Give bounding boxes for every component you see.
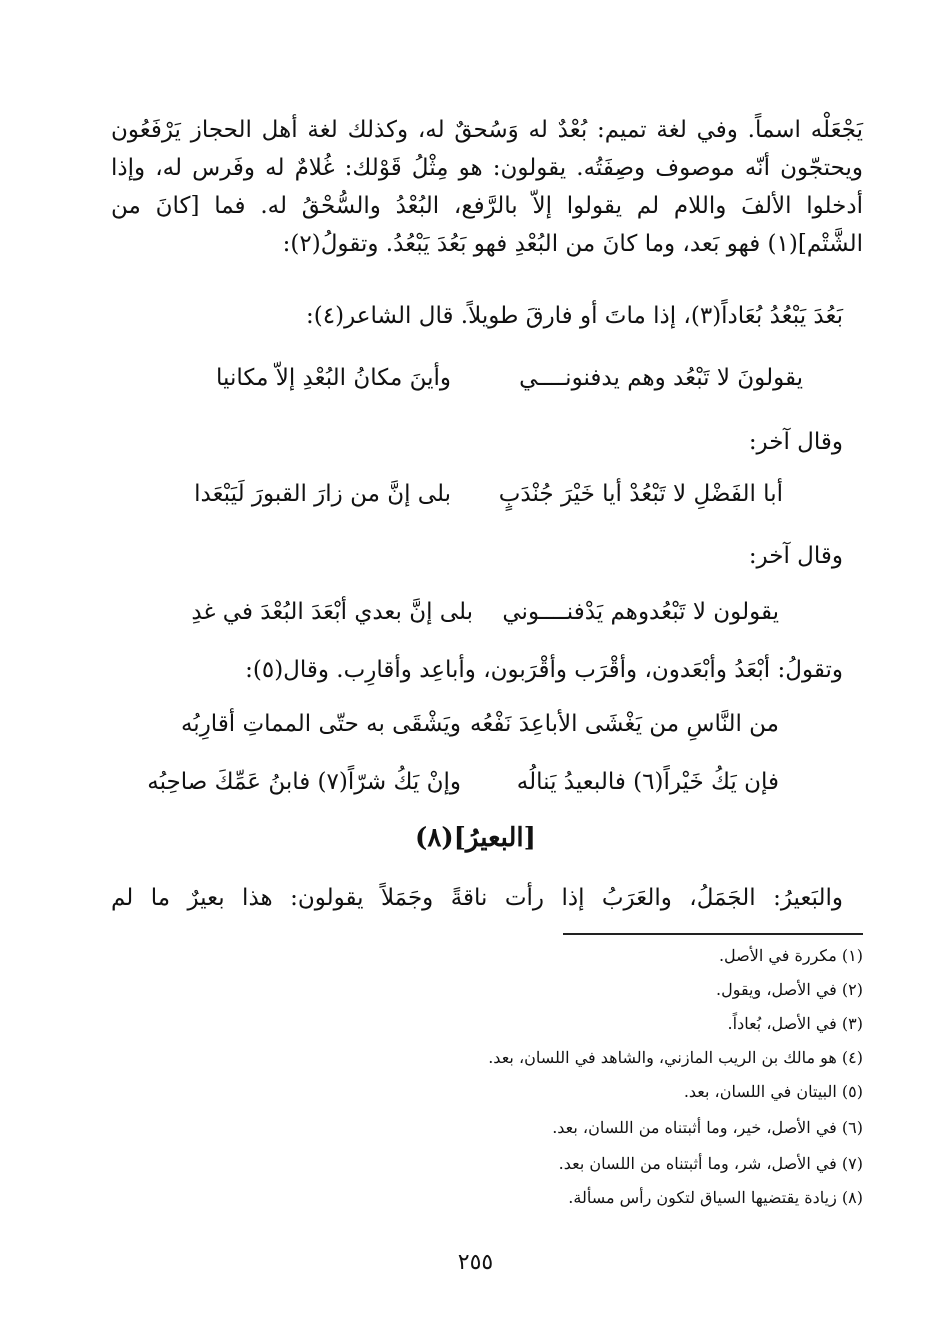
- footnote-8: (٨) زيادة يقتضيها السياق لتكون رأس مسألة.: [568, 1188, 863, 1207]
- verse3-second-hemistich: بلى إنَّ بعدي أبْعَدَ البُعْدَ في غدِ: [191, 599, 473, 625]
- footnote-separator: [563, 933, 863, 935]
- verse5-second-hemistich: وإنْ يَكُ شرّاً(٧) فابنُ عَمِّكَ صاحِبُه: [147, 769, 461, 795]
- verse3-first-hemistich: يقولون لا تَبْعُدوهم يَدْفنــــوني: [502, 599, 779, 625]
- footnote-2: (٢) في الأصل، ويقول.: [715, 980, 863, 999]
- verse4-first-hemistich: من النَّاسِ من يَغْشَى الأباعِدَ نَفْعُه: [470, 711, 779, 737]
- verse1-second-hemistich: وأينَ مكانُ البُعْدِ إلاّ مكانيا: [216, 365, 451, 391]
- footnote-3: (٣) في الأصل، بُعاداً.: [727, 1014, 863, 1033]
- verse2-first-hemistich: أبا الفَضْلِ لا تَبْعُدْ أيا خَيْرَ جُنْدَبٍ: [498, 481, 783, 507]
- body-line-2: ويحتجّون أنّه موصوف وصِفَتُه. يقولون: هو مِثْلُ قَوْلك: غُلامٌ له وفَرس له، وإذا: [111, 155, 863, 181]
- verse5-first-hemistich: فإن يَكُ خَيْراً(٦) فالبعيدُ يَنالُه: [516, 769, 779, 795]
- section-heading: [البعيرُ](٨): [415, 823, 536, 853]
- footnote-6: (٦) في الأصل، خير، وما أثبتناه من اللسان، بعد.: [552, 1118, 863, 1137]
- body-line-wataqulu: وتقولُ: أبْعَدُ وأبْعَدون، وأقْرَب وأقْرَبون، وأباعِد وأقارِب. وقال(٥):: [245, 657, 843, 683]
- footnote-7: (٧) في الأصل، شر، وما أثبتناه من اللسان بعد.: [558, 1154, 863, 1173]
- body-line-4: الشَّتْم](١) فهو بَعد، وما كانَ من البُعْدِ فهو بَعُدَ يَبْعُدُ. وتقولُ(٢):: [282, 231, 863, 257]
- footnote-4: (٤) هو مالك بن الريب المازني، والشاهد في اللسان، بعد.: [488, 1048, 863, 1067]
- body-line-3: أدخلوا الألفَ واللام لم يقولوا إلاّ بالرَّفع، البُعْدُ والسُّحْقُ له. فما [كانَ من: [111, 193, 863, 219]
- verse4-second-hemistich: ويَشْقَى به حتّى المماتِ أقارِبُه: [180, 711, 461, 737]
- body-line-1: يَجْعَلْه اسماً. وفي لغة تميم: بُعْدٌ له وَسُحقٌ له، وكذلك لغة أهل الحجاز يَرْفَعُون: [111, 117, 863, 143]
- qala-akhar-1: وقال آخر:: [748, 429, 843, 455]
- verse1-first-hemistich: يقولونَ لا تَبْعُد وهم يدفنونــــي: [519, 365, 803, 391]
- body-line-5: بَعُدَ يَبْعُدُ بُعَاداً(٣)، إذا ماتَ أو فارقَ طويلاً. قال الشاعر(٤):: [306, 303, 843, 329]
- footnote-1: (١) مكررة في الأصل.: [718, 946, 863, 965]
- footnote-5: (٥) البيتان في اللسان، بعد.: [683, 1082, 863, 1101]
- body-last-line: والبَعيرُ: الجَمَلُ، والعَرَبُ إذا رأت ناقةً وجَمَلاً يقولون: هذا بعيرٌ ما لم: [111, 885, 843, 911]
- qala-akhar-2: وقال آخر:: [748, 543, 843, 569]
- page-number: ٢٥٥: [457, 1250, 494, 1275]
- verse2-second-hemistich: بلى إنَّ من زارَ القبورَ لَيَبْعَدا: [194, 481, 451, 507]
